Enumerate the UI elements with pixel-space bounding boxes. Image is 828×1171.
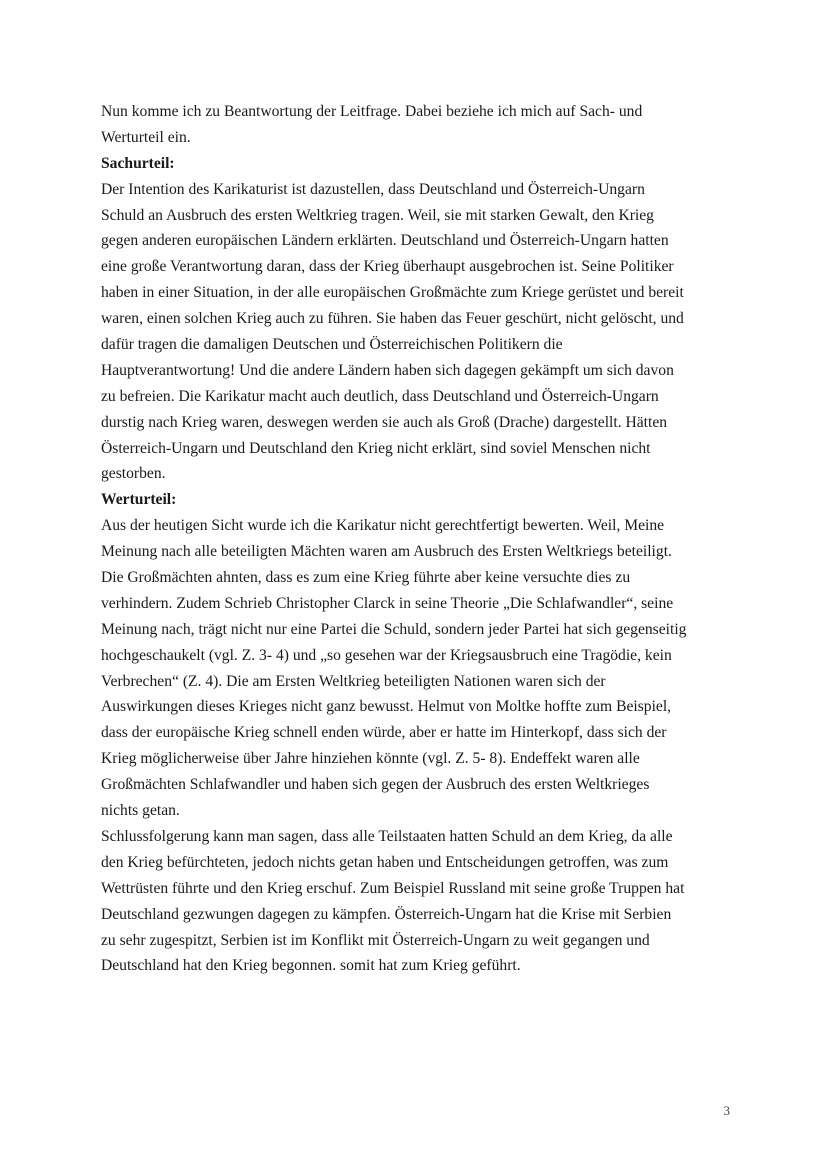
- text-line: Deutschland gezwungen dagegen zu kämpfen. Österreich-Ungarn hat die Krise mit Serbien: [101, 905, 672, 923]
- text-line: gestorben.: [101, 465, 166, 483]
- section-heading-sachurteil: Sachurteil:: [101, 154, 175, 172]
- text-line: Der Intention des Karikaturist ist dazustellen, dass Deutschland und Österreich-Ungarn: [101, 180, 645, 198]
- text-line: verhindern. Zudem Schrieb Christopher Clarck in seine Theorie „Die Schlafwandler“, seine: [101, 594, 674, 612]
- text-line: Schlussfolgerung kann man sagen, dass alle Teilstaaten hatten Schuld an dem Krieg, da alle: [101, 827, 673, 845]
- text-line: den Krieg befürchteten, jedoch nichts getan haben und Entscheidungen getroffen, was zum: [101, 853, 669, 871]
- text-line: nichts getan.: [101, 802, 180, 820]
- text-line: hochgeschaukelt (vgl. Z. 3- 4) und „so gesehen war der Kriegsausbruch eine Tragödie, kein: [101, 646, 672, 664]
- text-line: Meinung nach, trägt nicht nur eine Partei die Schuld, sondern jeder Partei hat sich gegenseitig: [101, 620, 687, 638]
- text-line: Auswirkungen dieses Krieges nicht ganz bewusst. Helmut von Moltke hoffte zum Beispiel,: [101, 698, 672, 716]
- text-line: Nun komme ich zu Beantwortung der Leitfrage. Dabei beziehe ich mich auf Sach- und: [101, 103, 643, 120]
- text-line: Österreich-Ungarn und Deutschland den Krieg nicht erklärt, sind soviel Menschen nicht: [101, 439, 651, 457]
- text-line: durstig nach Krieg waren, deswegen werden sie auch als Groß (Drache) dargestellt. Hätten: [101, 413, 668, 431]
- document-body: [101, 99, 741, 979]
- text-line: dafür tragen die damaligen Deutschen und Österreichischen Politikern die: [101, 336, 563, 354]
- text-line: Krieg möglicherweise über Jahre hinziehen könnte (vgl. Z. 5- 8). Endeffekt waren alle: [101, 750, 640, 768]
- text-line: Die Großmächten ahnten, dass es zum eine Krieg führte aber keine versuchte dies zu: [101, 569, 631, 587]
- text-line: Schuld an Ausbruch des ersten Weltkrieg tragen. Weil, sie mit starken Gewalt, den Krieg: [101, 206, 654, 224]
- page-number: 3: [723, 1103, 730, 1118]
- text-line: Verbrechen“ (Z. 4). Die am Ersten Weltkrieg beteiligten Nationen waren sich der: [101, 672, 606, 690]
- text-line: Deutschland hat den Krieg begonnen. somit hat zum Krieg geführt.: [101, 957, 521, 975]
- text-line: dass der europäische Krieg schnell enden würde, aber er hatte im Hinterkopf, dass sich der: [101, 724, 667, 742]
- text-line: gegen anderen europäischen Ländern erklärten. Deutschland und Österreich-Ungarn hatten: [101, 232, 669, 250]
- section-heading-werturteil: Werturteil:: [101, 491, 177, 509]
- text-line: Großmächten Schlafwandler und haben sich gegen der Ausbruch des ersten Weltkrieges: [101, 776, 650, 794]
- text-line: waren, einen solchen Krieg auch zu führen. Sie haben das Feuer geschürt, nicht gelöscht, und: [101, 310, 684, 328]
- text-line: zu sehr zugespitzt, Serbien ist im Konflikt mit Österreich-Ungarn zu weit gegangen und: [101, 931, 650, 949]
- text-line: Werturteil ein.: [101, 128, 191, 146]
- text-line: Aus der heutigen Sicht wurde ich die Karikatur nicht gerechtfertigt bewerten. Weil, Meine: [101, 517, 665, 535]
- text-line: Meinung nach alle beteiligten Mächten waren am Ausbruch des Ersten Weltkriegs beteiligt.: [101, 543, 672, 561]
- text-line: eine große Verantwortung daran, dass der Krieg überhaupt ausgebrochen ist. Seine Politiker: [101, 258, 674, 276]
- text-line: zu befreien. Die Karikatur macht auch deutlich, dass Deutschland und Österreich-Ungarn: [101, 387, 659, 405]
- text-line: haben in einer Situation, in der alle europäischen Großmächte zum Kriege gerüstet und bereit: [101, 284, 684, 302]
- text-line: Hauptverantwortung! Und die andere Ländern haben sich dagegen gekämpft um sich davon: [101, 361, 674, 379]
- text-line: Wettrüsten führte und den Krieg erschuf. Zum Beispiel Russland mit seine große Truppen hat: [101, 879, 685, 897]
